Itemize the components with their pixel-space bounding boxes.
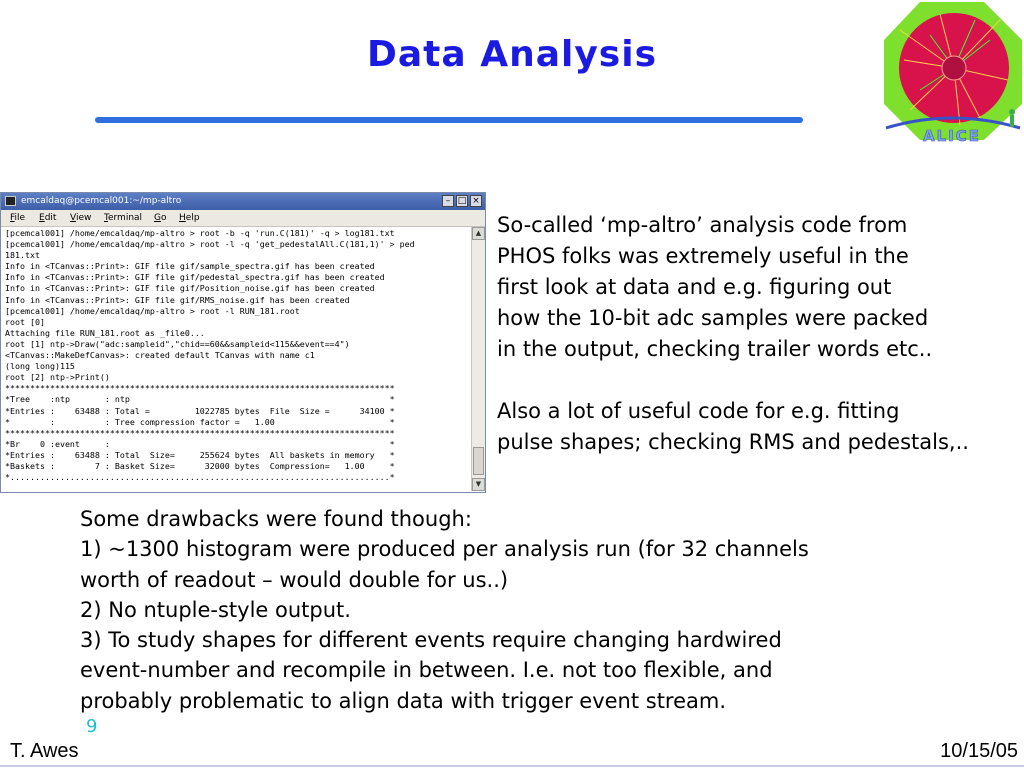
terminal-scrollbar[interactable] xyxy=(471,227,485,491)
terminal-line: root [2] ntp->Print() xyxy=(5,372,110,383)
terminal-line: [pcemcal001] /home/emcaldaq/mp-altro > root -l -q 'get_pedestalAll.C(181,1)' > ped xyxy=(5,239,415,250)
footer-rule xyxy=(0,765,1024,767)
terminal-line: Info in <TCanvas::Print>: GIF file gif/pedestal_spectra.gif has been created xyxy=(5,272,385,283)
terminal-line: 181.txt xyxy=(5,250,40,261)
terminal-line: * : : Tree compression factor = 1.00 * xyxy=(5,416,395,427)
terminal-line: *Baskets : 7 : Basket Size= 32000 bytes Compression= 1.00 * xyxy=(5,460,395,471)
terminal-line: *Entries : 63488 : Total Size= 255624 bytes All baskets in memory * xyxy=(5,449,395,460)
minimize-icon[interactable]: – xyxy=(442,195,454,207)
terminal-line: root [0] xyxy=(5,316,45,327)
scroll-up-icon[interactable]: ▲ xyxy=(472,227,485,240)
body-line: worth of readout – would double for us..) xyxy=(80,567,509,592)
logo-text: ALICE xyxy=(922,127,982,145)
footer-author: T. Awes xyxy=(10,740,79,762)
body-line: probably problematic to align data with trigger event stream. xyxy=(80,688,727,713)
terminal-title: emcaldaq@pcemcal001:~/mp-altro xyxy=(21,196,182,206)
body-line: Some drawbacks were found though: xyxy=(80,507,472,531)
body-line: 3) To study shapes for different events require changing hardwired xyxy=(80,628,782,653)
terminal-line: Attaching file RUN_181.root as _file0... xyxy=(5,327,205,338)
title-underline xyxy=(95,117,803,123)
menu-go[interactable]: Go xyxy=(154,213,167,223)
close-icon[interactable]: × xyxy=(470,195,482,207)
maximize-icon[interactable]: □ xyxy=(457,196,467,206)
terminal-line: (long long)115 xyxy=(5,361,75,372)
side-line: So-called ‘mp-altro’ analysis code from xyxy=(497,213,908,237)
scroll-down-icon[interactable]: ▼ xyxy=(472,478,485,491)
side-line: PHOS folks was extremely useful in the xyxy=(497,244,909,268)
menu-help[interactable]: Help xyxy=(179,213,200,223)
terminal-line: *Entries : 63488 : Total = 1022785 bytes File Size = 34100 * xyxy=(5,405,395,416)
footer-date: 10/15/05 xyxy=(940,740,1018,762)
side-line: Also a lot of useful code for e.g. fitting xyxy=(497,399,900,423)
side-line: in the output, checking trailer words etc.. xyxy=(497,337,933,361)
terminal-line: <TCanvas::MakeDefCanvas>: created default TCanvas with name c1 xyxy=(5,350,315,361)
logo-core xyxy=(942,56,966,80)
terminal-line: ****************************************************************************** xyxy=(5,383,395,394)
terminal-titlebar[interactable] xyxy=(1,193,485,210)
terminal-window[interactable] xyxy=(0,192,486,493)
drawbacks-text xyxy=(80,504,980,716)
scroll-thumb[interactable] xyxy=(473,447,484,475)
terminal-line: root [1] ntp->Draw("adc:sampleid","chid==60&&sampleid<115&&event==4") xyxy=(5,338,350,349)
side-line: how the 10-bit adc samples were packed xyxy=(497,306,929,330)
terminal-line: [pcemcal001] /home/emcaldaq/mp-altro > root -b -q 'run.C(181)' -q > log181.txt xyxy=(5,228,395,238)
terminal-line: *Tree :ntp : ntp * xyxy=(5,394,395,405)
side-line: pulse shapes; checking RMS and pedestals,.. xyxy=(497,430,969,454)
alice-logo xyxy=(880,0,1024,145)
menu-file[interactable]: File xyxy=(10,213,26,223)
menu-terminal[interactable]: Terminal xyxy=(104,213,143,223)
terminal-line: Info in <TCanvas::Print>: GIF file gif/sample_spectra.gif has been created xyxy=(5,261,375,272)
terminal-line: Info in <TCanvas::Print>: GIF file gif/Position_noise.gif has been created xyxy=(5,283,375,294)
side-description xyxy=(497,210,1017,458)
terminal-output[interactable] xyxy=(5,228,470,490)
terminal-line: Info in <TCanvas::Print>: GIF file gif/RMS_noise.gif has been created xyxy=(5,294,350,305)
terminal-line: *............................................................................* xyxy=(5,472,395,483)
terminal-line: *Br 0 :event : * xyxy=(5,438,395,449)
terminal-line: [pcemcal001] /home/emcaldaq/mp-altro > root -l RUN_181.root xyxy=(5,305,300,316)
menu-edit[interactable]: Edit xyxy=(39,213,57,223)
body-line: event-number and recompile in between. I.e. not too flexible, and xyxy=(80,658,773,683)
body-line: 1) ~1300 histogram were produced per analysis run (for 32 channels xyxy=(80,537,809,562)
body-line: 2) No ntuple-style output. xyxy=(80,597,351,622)
paragraph-gap xyxy=(497,365,1017,396)
page-number: 9 xyxy=(86,716,98,737)
menu-view[interactable]: View xyxy=(70,213,92,223)
terminal-menubar xyxy=(1,210,485,227)
terminal-app-icon xyxy=(5,196,16,206)
side-line: first look at data and e.g. figuring out xyxy=(497,275,892,299)
slide-title: Data Analysis xyxy=(367,34,657,75)
terminal-line: ****************************************************************************** xyxy=(5,427,395,438)
